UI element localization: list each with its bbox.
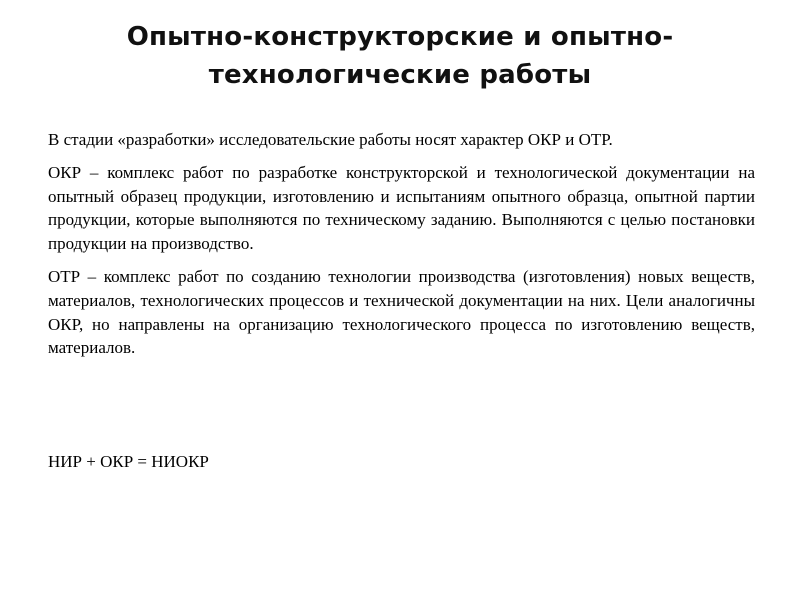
slide-title-line-2: технологические работы: [208, 60, 592, 90]
slide-title-line-1: Опытно-конструкторские и опытно-: [126, 22, 674, 52]
paragraph-okr-definition: ОКР – комплекс работ по разработке конструкторской и технологической документации на опытный образец продукции, изготовлению и испытаниям опытного образца, опытной партии продукции, которые выполняются по техническому заданию. Выполняются с целью постановки продукции на производство.: [48, 162, 755, 254]
slide-body: [48, 128, 755, 360]
slide-title: [60, 18, 740, 94]
paragraph-otr-definition: ОТР – комплекс работ по созданию технологии производства (изготовления) новых веществ, материалов, технологических процессов и технической документации на них. Цели аналогичны ОКР, но направлены на организацию технологического процесса по изготовлению веществ, материалов.: [48, 266, 755, 358]
formula-niokr: НИР + ОКР = НИОКР: [48, 452, 209, 471]
paragraph-intro: В стадии «разработки» исследовательские работы носят характер ОКР и ОТР.: [48, 130, 613, 149]
